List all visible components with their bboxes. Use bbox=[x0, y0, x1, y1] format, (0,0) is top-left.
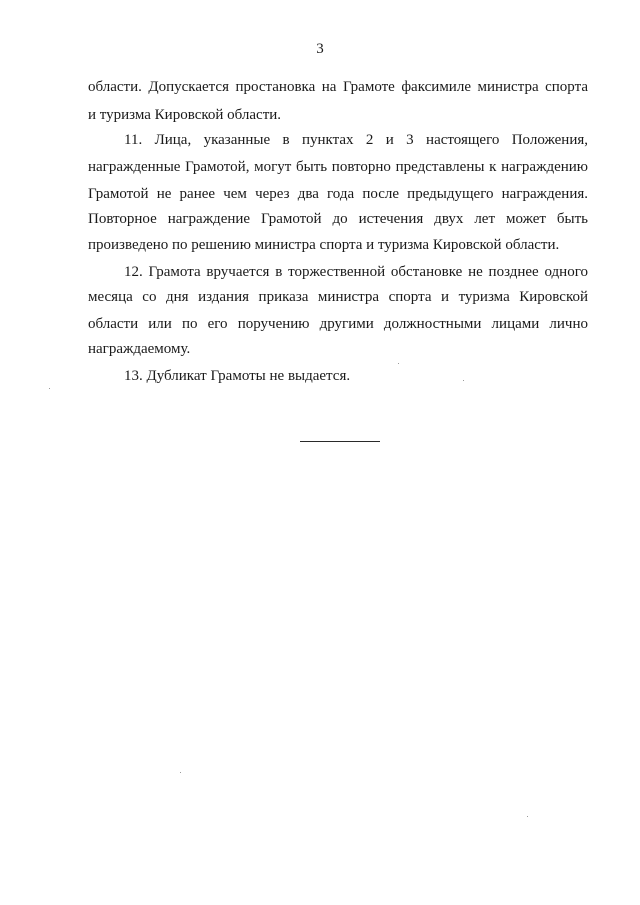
text-line: области. Допускается простановка на Грамоте факсимиле министра спорта bbox=[88, 79, 588, 95]
text-line: награжденные Грамотой, могут быть повторно представлены к награждению bbox=[88, 159, 588, 175]
text-line: области или по его поручению другими должностными лицами лично bbox=[88, 316, 588, 332]
end-of-text-rule bbox=[300, 441, 380, 442]
paragraph-13-line: 13. Дубликат Грамоты не выдается. bbox=[124, 368, 351, 384]
paragraph-12-first-line: 12. Грамота вручается в торжественной обстановке не позднее одного bbox=[124, 264, 588, 280]
text-line: месяца со дня издания приказа министра спорта и туризма Кировской bbox=[88, 289, 588, 305]
scan-speck bbox=[398, 363, 399, 364]
page-number: 3 bbox=[316, 41, 324, 57]
paragraph-11-first-line: 11. Лица, указанные в пунктах 2 и 3 настоящего Положения, bbox=[124, 132, 588, 148]
scan-speck bbox=[49, 388, 50, 389]
text-line: произведено по решению министра спорта и туризма Кировской области. bbox=[88, 237, 560, 253]
text-line: награждаемому. bbox=[88, 341, 191, 357]
text-line: Грамотой не ранее чем через два года после предыдущего награждения. bbox=[88, 186, 588, 202]
scan-speck bbox=[463, 380, 464, 381]
text-line: Повторное награждение Грамотой до истечения двух лет может быть bbox=[88, 211, 588, 227]
scan-speck bbox=[527, 816, 528, 817]
text-line: и туризма Кировской области. bbox=[88, 107, 282, 123]
scan-speck bbox=[180, 772, 181, 773]
